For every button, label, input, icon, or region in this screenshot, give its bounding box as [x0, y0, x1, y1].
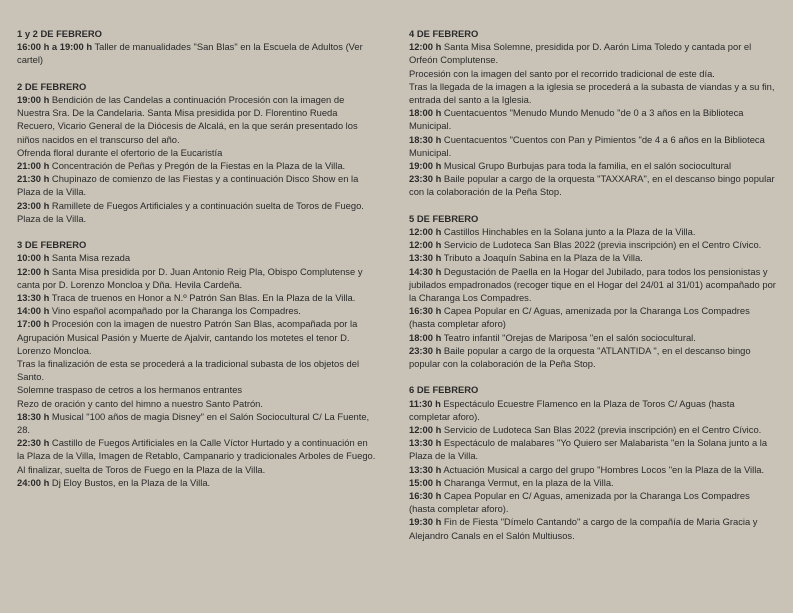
event-time: 17:00 h — [17, 318, 50, 330]
event-description: Espectáculo de malabares "Yo Quiero ser Malabarista "en la Solana junto a la Plaza de la Villa. — [409, 437, 768, 462]
event-entry — [17, 410, 377, 436]
event-description: Procesión con la imagen de nuestro Patrón San Blas, acompañada por la Agrupación Musical Pasión y Muerte de Ajalvir, cantando los motetes el tenor D. Lorenzo Moncloa. — [17, 318, 358, 356]
event-time: 13:30 h — [409, 437, 442, 449]
event-description: Charanga Vermut, en la plaza de la Villa. — [441, 476, 614, 488]
event-time: 18:30 h — [17, 410, 50, 422]
event-time: 22:30 h — [17, 437, 50, 449]
event-entry — [17, 146, 377, 159]
event-time: 23:30 h — [409, 173, 442, 185]
event-description: Espectáculo Ecuestre Flamenco en la Plaza de Toros C/ Aguas (hasta completar aforo). — [409, 397, 735, 422]
event-entry — [409, 489, 777, 515]
event-time: 23:30 h — [409, 344, 442, 356]
event-time: 13:30 h — [409, 463, 442, 475]
event-entry — [409, 344, 777, 370]
event-description: Capea Popular en C/ Aguas, amenizada por la Charanga Los Compadres (hasta completar aforo). — [409, 490, 750, 515]
event-entry — [409, 80, 777, 106]
event-time: 12:00 h — [409, 41, 442, 53]
event-time: 24:00 h — [17, 476, 50, 488]
event-description: Castillo de Fuegos Artificiales en la Calle Víctor Hurtado y a continuación en la Plaza de la Villa, Imagen de Retablo, Campanario y tradicionales Arboles de Fuego. Al finalizar, suelta de Toros de Fuego en la Plaza de la Villa. — [17, 437, 376, 475]
event-entry — [17, 357, 377, 383]
event-description: Servicio de Ludoteca San Blas 2022 (previa inscripción) en el Centro Cívico. — [441, 239, 762, 251]
event-entry — [409, 476, 777, 489]
day-heading: 5 DE FEBRERO — [409, 212, 479, 224]
event-entry — [17, 291, 377, 304]
event-entry — [17, 40, 377, 66]
event-description: Castillos Hinchables en la Solana junto a la Plaza de la Villa. — [441, 226, 696, 238]
event-entry — [17, 265, 377, 291]
day-section — [17, 27, 377, 67]
event-entry — [17, 199, 377, 225]
event-time: 21:30 h — [17, 173, 50, 185]
event-description: Taller de manualidades "San Blas" en la Escuela de Adultos (Ver cartel) — [17, 41, 363, 66]
event-description: Procesión con la imagen del santo por el recorrido tradicional de este día. — [409, 67, 715, 79]
event-entry — [409, 436, 777, 462]
event-time: 12:00 h — [409, 239, 442, 251]
event-description: Tras la finalización de esta se procederá a la tradicional subasta de los objetos del Santo. — [17, 358, 360, 383]
event-entry — [409, 106, 777, 132]
event-description: Ofrenda floral durante el ofertorio de la Eucaristía — [17, 146, 223, 158]
event-time: 12:00 h — [17, 265, 50, 277]
event-time: 21:00 h — [17, 160, 50, 172]
event-entry — [409, 238, 777, 251]
event-time: 12:00 h — [409, 424, 442, 436]
event-description: Santa Misa presidida por D. Juan Antonio Reig Pla, Obispo Complutense y canta por D. Lorenzo Moncloa y Dña. Hevila Cardeña. — [17, 265, 363, 290]
event-time: 10:00 h — [17, 252, 50, 264]
event-entry — [409, 172, 777, 198]
event-entry — [409, 423, 777, 436]
event-entry — [17, 304, 377, 317]
event-time: 18:00 h — [409, 107, 442, 119]
event-description: Servicio de Ludoteca San Blas 2022 (previa inscripción) en el Centro Cívico. — [441, 424, 762, 436]
event-description: Bendición de las Candelas a continuación Procesión con la imagen de Nuestra Sra. De la Candelaria. Santa Misa presidida por D. Florentino Rueda Recuero, Vicario General de la Diócesis de Alcalá, en la que serán presentado los niños nacidos en el transcurso del año. — [17, 94, 358, 145]
event-description: Solemne traspaso de cetros a los hermanos entrantes — [17, 384, 243, 396]
event-entry — [409, 40, 777, 66]
event-time: 19:00 h — [17, 94, 50, 105]
event-time: 19:30 h — [409, 516, 442, 528]
event-time: 18:00 h — [409, 331, 442, 343]
event-entry — [409, 159, 777, 172]
event-entry — [17, 436, 377, 476]
day-heading: 4 DE FEBRERO — [409, 28, 479, 39]
event-description: Ramillete de Fuegos Artificiales y a continuación suelta de Toros de Fuego. Plaza de la Villa. — [17, 199, 364, 224]
event-description: Musical "100 años de magia Disney" en el Salón Sociocultural C/ La Fuente, 28. — [17, 410, 370, 436]
left-column — [17, 27, 377, 502]
event-entry — [409, 251, 777, 264]
event-entry — [17, 397, 377, 410]
event-description: Teatro infantil "Orejas de Mariposa "en el salón sociocultural. — [441, 331, 696, 343]
event-description: Musical Grupo Burbujas para toda la familia, en el salón sociocultural — [441, 160, 732, 172]
event-entry — [409, 133, 777, 159]
event-description: Tras la llegada de la imagen a la iglesia se procederá a la subasta de viandas y a su fin, entrada del santo a la Iglesia. — [409, 80, 775, 106]
event-description: Vino español acompañado por la Charanga los Compadres. — [49, 305, 301, 317]
event-entry — [409, 225, 777, 238]
event-entry — [409, 331, 777, 344]
event-description: Cuentacuentos "Cuentos con Pan y Pimientos "de 4 a 6 años en la Biblioteca Municipal. — [409, 133, 765, 158]
event-description: Fin de Fiesta "Dímelo Cantando" a cargo de la compañía de Maria Gracia y Alejandro Canals en el Salón Multiusos. — [409, 516, 758, 541]
event-entry — [409, 265, 777, 305]
event-time: 13:30 h — [409, 252, 442, 264]
right-column — [409, 27, 777, 555]
day-section — [409, 212, 777, 370]
event-time: 11:30 h — [409, 397, 441, 409]
event-entry — [409, 304, 777, 330]
event-entry — [409, 463, 777, 476]
event-entry — [17, 476, 377, 489]
event-time: 15:00 h — [409, 476, 442, 488]
event-time: 13:30 h — [17, 292, 50, 304]
event-time: 16:30 h — [409, 490, 442, 502]
day-heading: 6 DE FEBRERO — [409, 384, 479, 396]
event-entry — [409, 515, 777, 541]
day-section — [17, 238, 377, 489]
event-description: Tributo a Joaquín Sabina en la Plaza de la Villa. — [441, 252, 643, 264]
event-entry — [17, 251, 377, 264]
day-heading: 1 y 2 DE FEBRERO — [17, 28, 102, 39]
event-description: Traca de truenos en Honor a N.º Patrón San Blas. En la Plaza de la Villa. — [49, 292, 356, 304]
event-description: Cuentacuentos "Menudo Mundo Menudo "de 0 a 3 años en la Biblioteca Municipal. — [409, 107, 744, 132]
event-time: 16:00 h a 19:00 h — [17, 41, 93, 53]
day-section — [409, 383, 777, 541]
event-description: Chupinazo de comienzo de las Fiestas y a continuación Disco Show en la Plaza de la Villa. — [17, 173, 359, 198]
event-time: 23:00 h — [17, 199, 50, 211]
event-description: Capea Popular en C/ Aguas, amenizada por la Charanga Los Compadres (hasta completar aforo) — [409, 305, 750, 330]
day-heading: 3 DE FEBRERO — [17, 239, 87, 251]
event-time: 14:30 h — [409, 265, 442, 277]
event-description: Santa Misa rezada — [49, 252, 131, 264]
event-entry — [17, 172, 377, 198]
event-description: Dj Eloy Bustos, en la Plaza de la Villa. — [49, 476, 211, 488]
event-entry — [409, 397, 777, 423]
event-time: 12:00 h — [409, 226, 442, 238]
event-entry — [17, 317, 377, 357]
event-description: Rezo de oración y canto del himno a nuestro Santo Patrón. — [17, 397, 263, 409]
event-description: Baile popular a cargo de la orquesta "ATLANTIDA ", en el descanso bingo popular con la colaboración de la Peña Stop. — [409, 344, 751, 370]
event-time: 16:30 h — [409, 305, 442, 317]
event-time: 14:00 h — [17, 305, 50, 317]
day-section — [17, 80, 377, 225]
event-time: 18:30 h — [409, 133, 442, 145]
day-section — [409, 27, 777, 199]
event-entry — [17, 383, 377, 396]
event-description: Actuación Musical a cargo del grupo "Hombres Locos "en la Plaza de la Villa. — [441, 463, 765, 475]
event-description: Baile popular a cargo de la orquesta "TAXXARA", en el descanso bingo popular con la colaboración de la Peña Stop. — [409, 173, 775, 198]
day-heading: 2 DE FEBRERO — [17, 80, 87, 92]
event-description: Santa Misa Solemne, presidida por D. Aarón Lima Toledo y cantada por el Orfeón Complutense. — [409, 41, 752, 66]
event-description: Concentración de Peñas y Pregón de la Fiestas en la Plaza de la Villa. — [49, 160, 346, 172]
event-entry — [17, 93, 377, 146]
event-time: 19:00 h — [409, 160, 442, 172]
event-entry — [17, 159, 377, 172]
event-description: Degustación de Paella en la Hogar del Jubilado, para todos los pensionistas y jubilados empadronados (recoger tique en el Hogar del 24/01 al 31/01) acompañado por la Charanga Los Compadres. — [409, 265, 776, 304]
event-entry — [409, 67, 777, 80]
